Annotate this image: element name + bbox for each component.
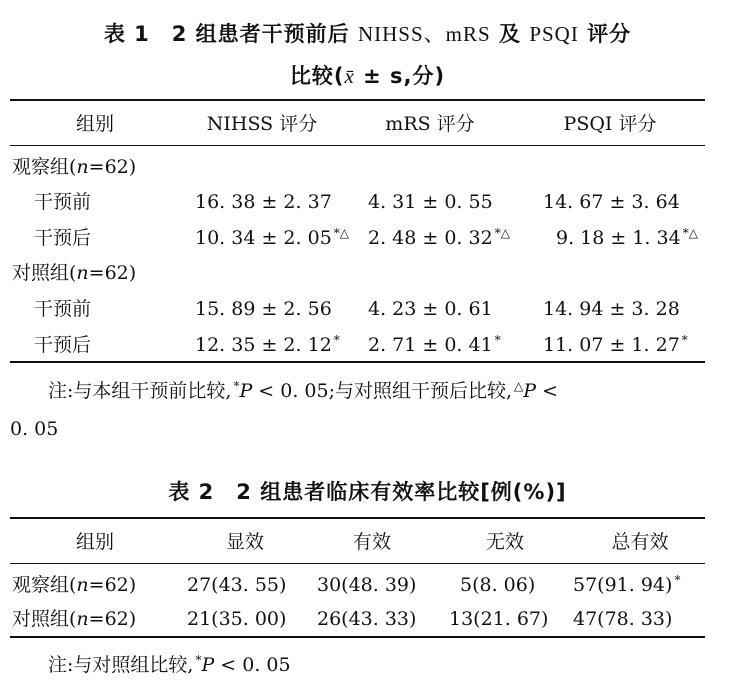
sig-mark: * bbox=[674, 573, 681, 587]
value: 4. 23 ± 0. 61 bbox=[368, 298, 493, 320]
table1-note-line2: 0. 05 bbox=[10, 418, 59, 440]
note-text: < bbox=[536, 380, 559, 402]
value: 16. 38 ± 2. 37 bbox=[195, 191, 332, 213]
table1-header-psqi: PSQI 评分 bbox=[563, 113, 657, 135]
table1-row-label: 干预前 bbox=[34, 298, 92, 320]
table1-title-latin2: PSQI bbox=[529, 22, 579, 46]
table2-cell-marked: 21(35. 00) bbox=[187, 608, 287, 630]
n-value: =62) bbox=[88, 574, 137, 596]
value: 47(78. 33) bbox=[573, 608, 673, 630]
table1-title-line2-a: 比较( bbox=[289, 64, 345, 88]
table1-cell-nihss bbox=[195, 190, 334, 216]
table1-cell-psqi bbox=[556, 226, 698, 252]
table2-header-group: 组别 bbox=[75, 531, 115, 553]
value: 14. 67 ± 3. 64 bbox=[543, 191, 680, 213]
table1-group-control bbox=[12, 261, 136, 285]
note-text: < 0. 05;与对照组干预后比较, bbox=[252, 380, 513, 402]
group-label: 观察组( bbox=[12, 574, 77, 596]
n-value: =62) bbox=[88, 608, 137, 630]
value: 10. 34 ± 2. 05 bbox=[195, 227, 332, 249]
group-label: 对照组( bbox=[12, 262, 77, 284]
table2-row-label bbox=[12, 573, 136, 597]
table2-top-rule bbox=[10, 517, 705, 519]
p-symbol: P bbox=[239, 380, 253, 402]
table1-title-suffix: 评分 bbox=[578, 22, 632, 46]
table2-header-ineffective: 无效 bbox=[485, 531, 525, 553]
table1-cell-psqi bbox=[543, 190, 682, 216]
note-text: < 0. 05 bbox=[214, 654, 291, 676]
n-symbol: n bbox=[76, 574, 89, 596]
sig-mark: *△ bbox=[494, 226, 510, 240]
table1-title bbox=[0, 18, 735, 48]
table1-cell-mrs bbox=[368, 226, 510, 252]
sig-mark: * bbox=[333, 333, 340, 347]
table2-header-marked: 显效 bbox=[225, 531, 265, 553]
value: 15. 89 ± 2. 56 bbox=[195, 298, 332, 320]
group-label: 对照组( bbox=[12, 608, 77, 630]
table1-cell-psqi bbox=[543, 333, 688, 359]
table2-cell-total bbox=[573, 573, 680, 599]
table1-title-line2-b: ± s,分) bbox=[354, 64, 446, 88]
n-symbol: n bbox=[76, 156, 89, 178]
n-value: =62) bbox=[88, 156, 137, 178]
value: 12. 35 ± 2. 12 bbox=[195, 334, 332, 356]
table2-cell-ineffective: 5(8. 06) bbox=[460, 574, 536, 596]
sig-mark: * bbox=[681, 333, 688, 347]
table1-title-prefix: 表 1 2 组患者干预前后 bbox=[103, 22, 358, 46]
n-symbol: n bbox=[76, 262, 89, 284]
table1-title-mid: 及 bbox=[490, 22, 530, 46]
table1-row-label: 干预前 bbox=[34, 191, 92, 213]
value: 11. 07 ± 1. 27 bbox=[543, 334, 680, 356]
table1-cell-mrs bbox=[368, 297, 495, 323]
table1-row-label: 干预后 bbox=[34, 227, 92, 249]
value: 14. 94 ± 3. 28 bbox=[543, 298, 680, 320]
sig-mark: △ bbox=[514, 379, 524, 393]
sig-mark: * bbox=[195, 653, 202, 667]
p-symbol: P bbox=[523, 380, 537, 402]
table2-header-total: 总有效 bbox=[611, 531, 669, 553]
table1-cell-mrs bbox=[368, 190, 495, 216]
table1-title-xbar: x̄ bbox=[344, 64, 355, 88]
table2-title: 表 2 2 组患者临床有效率比较[例(%)] bbox=[168, 480, 567, 504]
table1-cell-mrs bbox=[368, 333, 501, 359]
table1-top-rule bbox=[10, 99, 705, 101]
value: 4. 31 ± 0. 55 bbox=[368, 191, 493, 213]
table2-note bbox=[48, 650, 291, 677]
table2-cell-ineffective: 13(21. 67) bbox=[449, 608, 549, 630]
value: 2. 71 ± 0. 41 bbox=[368, 334, 493, 356]
table1-title-line2 bbox=[0, 60, 735, 90]
table1-header-mrs: mRS 评分 bbox=[385, 113, 475, 135]
table1-note bbox=[48, 376, 558, 403]
table2-row-label bbox=[12, 607, 136, 631]
table1-group-observe bbox=[12, 155, 136, 179]
table1-header-nihss: NIHSS 评分 bbox=[206, 113, 318, 135]
p-symbol: P bbox=[201, 654, 215, 676]
table2-cell-total bbox=[573, 607, 674, 633]
sig-mark: *△ bbox=[333, 226, 350, 240]
note-text: 注:与本组干预前比较, bbox=[48, 380, 232, 402]
value: 9. 18 ± 1. 34 bbox=[556, 227, 681, 249]
table2-bottom-rule bbox=[10, 636, 705, 638]
sig-mark: * bbox=[494, 333, 501, 347]
n-symbol: n bbox=[76, 608, 89, 630]
table1-cell-nihss bbox=[195, 226, 349, 252]
table2-cell-effective: 26(43. 33) bbox=[317, 608, 417, 630]
value: 57(91. 94) bbox=[573, 574, 673, 596]
value: 2. 48 ± 0. 32 bbox=[368, 227, 493, 249]
table2-cell-marked: 27(43. 55) bbox=[187, 574, 287, 596]
table1-cell-nihss bbox=[195, 297, 334, 323]
table1-bottom-rule bbox=[10, 361, 705, 363]
sig-mark: *△ bbox=[682, 226, 698, 240]
sig-mark: * bbox=[233, 379, 240, 393]
table1-header-group: 组别 bbox=[75, 113, 115, 135]
table2-header-rule bbox=[10, 563, 705, 564]
table1-title-latin: NIHSS、mRS bbox=[357, 22, 491, 46]
table2-header-effective: 有效 bbox=[352, 531, 392, 553]
table1-cell-psqi bbox=[543, 297, 682, 323]
table1-row-label: 干预后 bbox=[34, 334, 92, 356]
group-label: 观察组( bbox=[12, 156, 77, 178]
note-text: 注:与对照组比较, bbox=[48, 654, 194, 676]
table2-cell-effective: 30(48. 39) bbox=[317, 574, 417, 596]
n-value: =62) bbox=[88, 262, 137, 284]
table1-header-rule bbox=[10, 145, 705, 146]
table1-cell-nihss bbox=[195, 333, 340, 359]
